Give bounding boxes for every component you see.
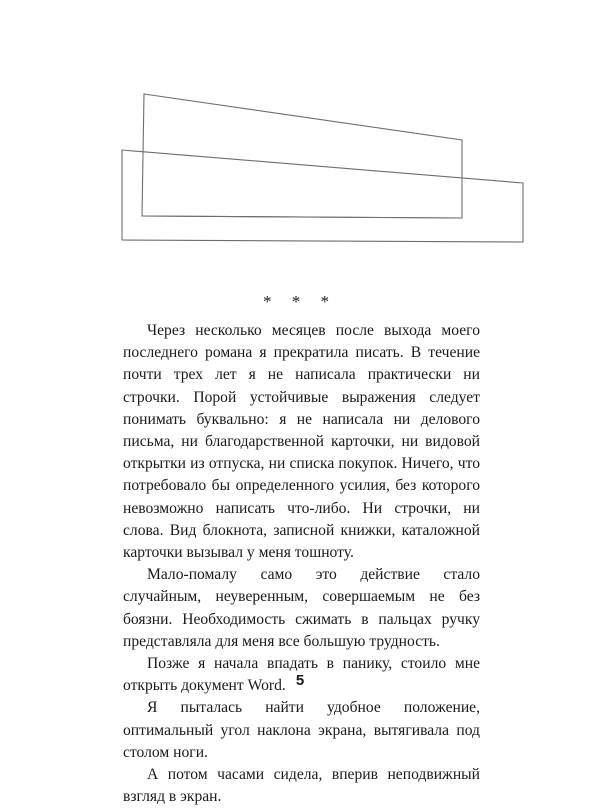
- paragraph: Мало-помалу само это действие стало случайным, неуверенным, совершаемым не без боязни. Необходимость сжимать в пальцах ручку представляла для меня все большую трудность.: [123, 566, 480, 650]
- paragraph: А потом часами сидела, вперив неподвижный взгляд в экран.: [123, 766, 480, 806]
- paragraph: Позже я начала впадать в панику, стоило мне открыть документ Word.: [123, 655, 480, 695]
- paragraph: Я пыталась найти удобное положение, оптимальный угол наклона экрана, вытягивала под столом ноги.: [123, 699, 480, 761]
- body-text: [123, 320, 480, 808]
- ornament-crossing-line: [142, 216, 462, 218]
- section-separator: * * *: [263, 292, 337, 311]
- decorative-ornament: [110, 88, 530, 248]
- paragraph: Через несколько месяцев после выхода моего последнего романа я прекратила писать. В течение почти трех лет я не написала практически ни строчки. Порой устойчивые выражения следует понимать буквально: я не написала ни делового письма, ни благодарственной карточки, ни видовой открытки из отпуска, ни списка покупок. Ничего, что потребовало бы определенного усилия, без которого невозможно написать что-либо. Ни строчки, ни слова. Вид блокнота, записной книжки, каталожной карточки вызывал у меня тошноту.: [123, 322, 480, 562]
- page-number: 5: [295, 672, 305, 689]
- ornament-lower-quadrilateral: [122, 150, 523, 242]
